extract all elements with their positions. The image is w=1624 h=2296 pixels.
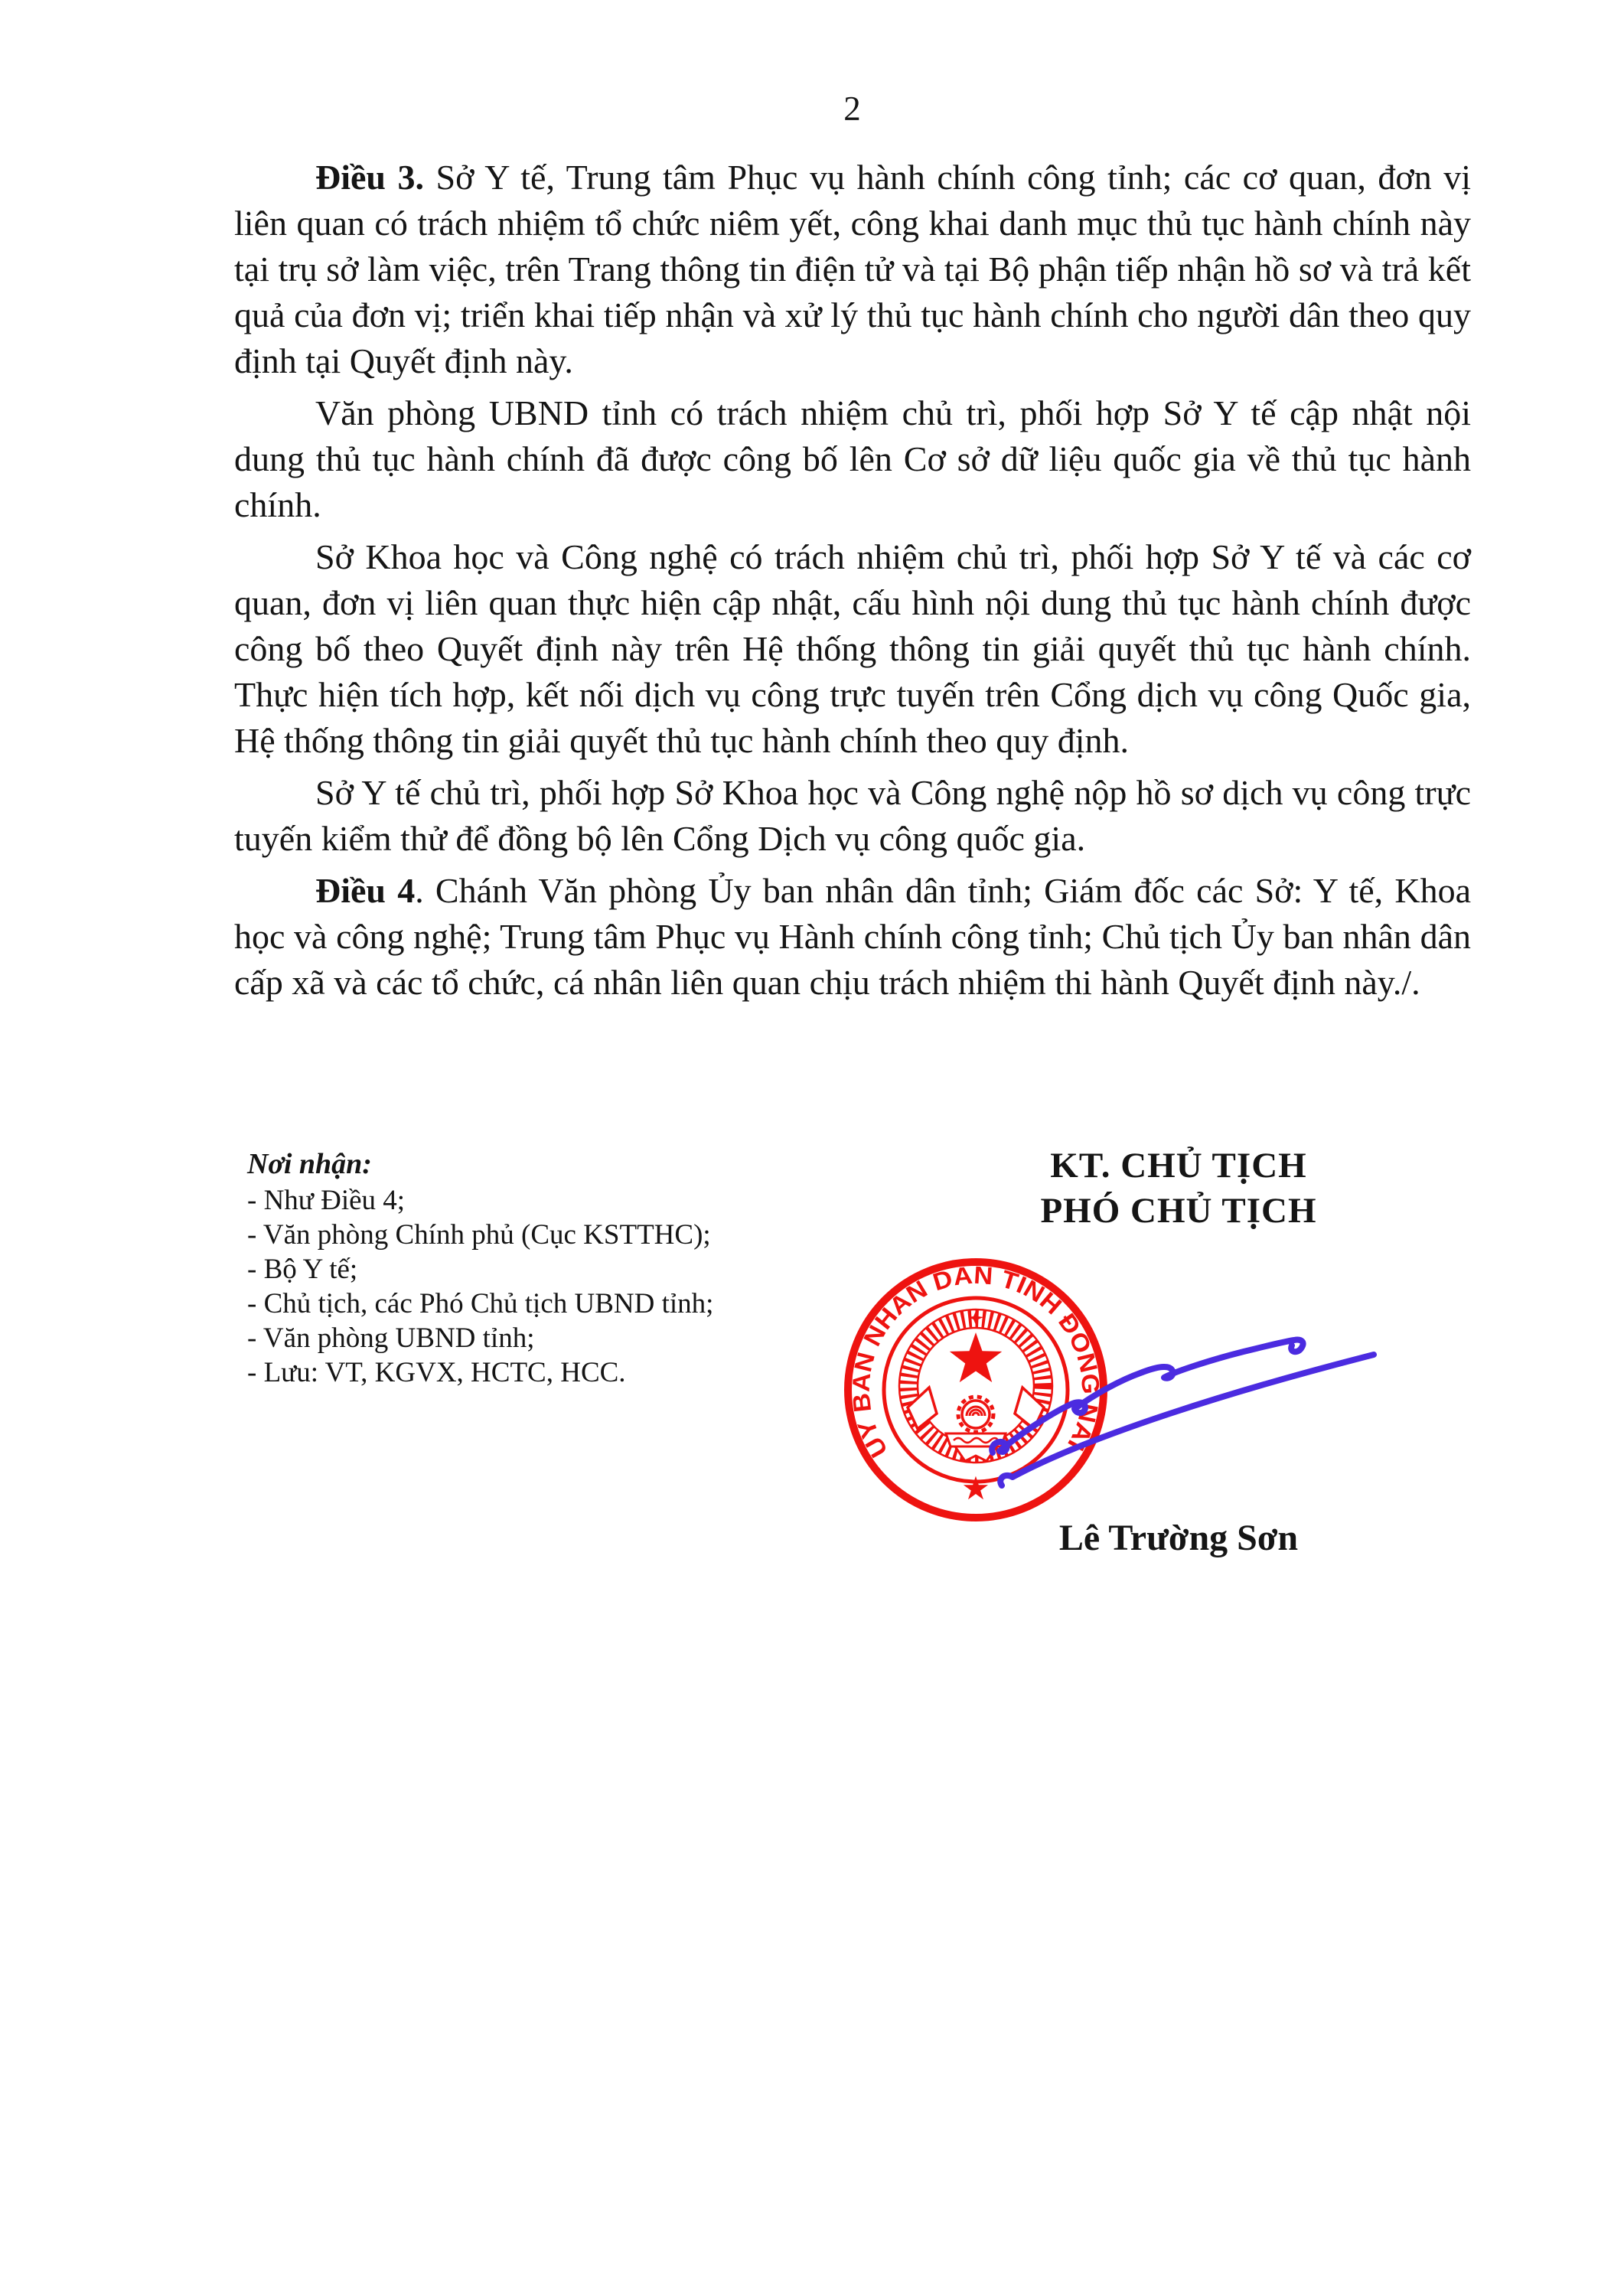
- article-label: Điều 3.: [315, 158, 425, 197]
- recipient-item: - Văn phòng UBND tỉnh;: [247, 1322, 535, 1354]
- body-paragraph: [234, 155, 1471, 384]
- authority-title-line1: KT. CHỦ TỊCH: [1050, 1146, 1307, 1186]
- paragraph-text: Sở Y tế, Trung tâm Phục vụ hành chính công tỉnh; các cơ quan, đơn vị liên quan có trách nhiệm tổ chức niêm yết, công khai danh mục thủ tục hành chính này tại trụ sở làm việc, trên Trang thông tin điện tử và tại Bộ phận tiếp nhận hồ sơ và trả kết quả của đơn vị; triển khai tiếp nhận và xử lý thủ tục hành chính cho người dân theo quy định tại Quyết định này.: [234, 158, 1471, 380]
- signing-authority: [880, 1143, 1477, 1234]
- recipients-heading: Nơi nhận:: [247, 1148, 372, 1180]
- seal-bottom-star-icon: ★: [961, 1472, 990, 1507]
- authority-title-line2: PHÓ CHỦ TỊCH: [1040, 1191, 1317, 1231]
- recipient-item: - Chủ tịch, các Phó Chủ tịch UBND tỉnh;: [247, 1288, 714, 1319]
- recipient-item: - Bộ Y tế;: [247, 1254, 358, 1285]
- document-body: [234, 155, 1471, 1012]
- body-paragraph: [234, 390, 1471, 528]
- recipients-list: [247, 1183, 936, 1390]
- paragraph-text: . Chánh Văn phòng Ủy ban nhân dân tỉnh; Giám đốc các Sở: Y tế, Khoa học và công nghệ; Trung tâm Phục vụ Hành chính công tỉnh; Chủ tịch Ủy ban nhân dân cấp xã và các tổ chức, cá nhân liên quan chịu trách nhiệm thi hành Quyết định này./.: [234, 871, 1471, 1002]
- recipient-item: - Như Điều 4;: [247, 1185, 406, 1216]
- body-paragraph: [234, 868, 1471, 1006]
- signer-name: Lê Trường Sơn: [1058, 1518, 1299, 1558]
- paragraph-text: Sở Khoa học và Công nghệ có trách nhiệm chủ trì, phối hợp Sở Y tế và các cơ quan, đơn vị liên quan thực hiện cập nhật, cấu hình nội dung thủ tục hành chính được công bố theo Quyết định này trên Hệ thống thông tin giải quyết thủ tục hành chính. Thực hiện tích hợp, kết nối dịch vụ công trực tuyến trên Cổng dịch vụ công Quốc gia, Hệ thống thông tin giải quyết thủ tục hành chính theo quy định.: [234, 537, 1471, 760]
- paragraph-text: Văn phòng UBND tỉnh có trách nhiệm chủ trì, phối hợp Sở Y tế cập nhật nội dung thủ tục hành chính đã được công bố lên Cơ sở dữ liệu quốc gia về thủ tục hành chính.: [234, 393, 1471, 524]
- article-label: Điều 4: [315, 871, 416, 910]
- recipients-block: [247, 1145, 936, 1390]
- paragraph-text: Sở Y tế chủ trì, phối hợp Sở Khoa học và Công nghệ nộp hồ sơ dịch vụ công trực tuyến kiểm thử để đồng bộ lên Cổng Dịch vụ công quốc gia.: [234, 773, 1471, 858]
- handwritten-signature: [983, 1316, 1381, 1500]
- body-paragraph: [234, 770, 1471, 862]
- page-number: 2: [843, 90, 861, 128]
- recipient-item: - Văn phòng Chính phủ (Cục KSTTHC);: [247, 1219, 711, 1251]
- recipient-item: - Lưu: VT, KGVX, HCTC, HCC.: [247, 1357, 626, 1388]
- seal-ring-text: ỦY BAN NHÂN DÂN TỈNH ĐỒNG NAI: [846, 1261, 1105, 1463]
- signature-stroke-main: [992, 1340, 1303, 1453]
- signature-stroke-underline: [1000, 1355, 1374, 1486]
- ribbon-left-icon: [908, 1388, 937, 1429]
- body-paragraph: [234, 534, 1471, 764]
